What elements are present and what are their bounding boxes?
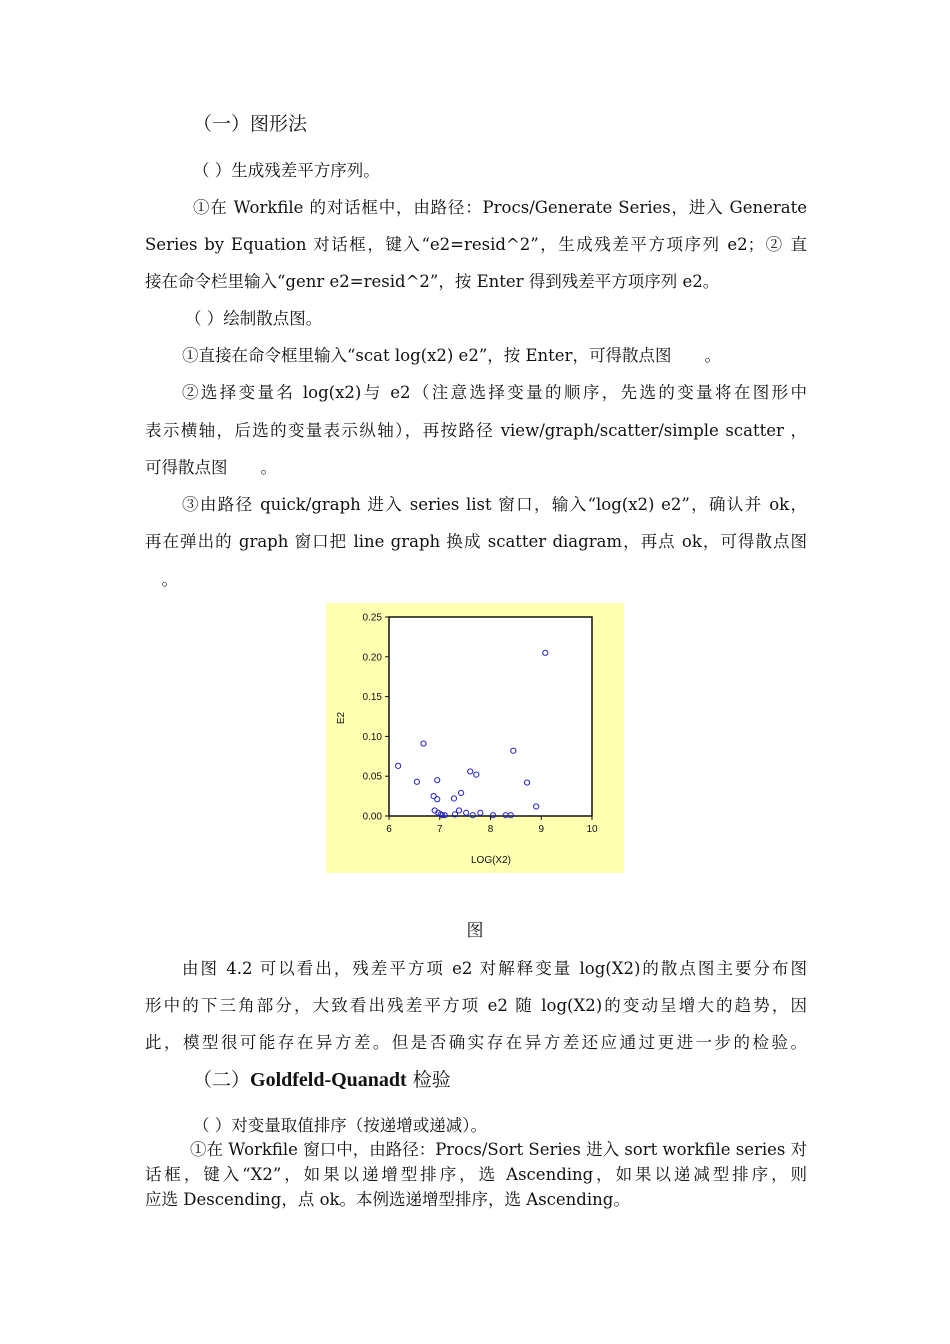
scatter-chart-svg xyxy=(326,603,624,873)
x-axis-title: LOG(X2) xyxy=(470,855,512,866)
section2-heading-suffix: 检验 xyxy=(406,1069,451,1091)
y-axis-title: E2 xyxy=(336,711,347,725)
section2-heading xyxy=(193,1062,593,1099)
item2-line-1: ②选择变量名 log(x2)与 e2（注意选择变量的顺序，先选的变量将在图形中 xyxy=(182,383,807,402)
y-tick-label: 0.05 xyxy=(362,771,382,783)
y-tick-label: 0.10 xyxy=(362,731,382,743)
figure-caption: 图 xyxy=(466,921,484,941)
x-tick-label: 7 xyxy=(436,824,443,835)
y-tick-label: 0.15 xyxy=(362,692,382,704)
step1-line-2: Series by Equation 对话框，键入“e2=resid^2”，生成残差平方项序列 e2；② 直 xyxy=(145,235,807,254)
step1-line-1: ①在 Workfile 的对话框中，由路径：Procs/Generate Series，进入 Generate xyxy=(193,198,807,217)
analysis-line-3: 此，模型很可能存在异方差。但是否确实存在异方差还应通过更进一步的检验。 xyxy=(145,1033,807,1052)
item1-text: ①直接在命令框里输入“scat log(x2) e2”，按 Enter，可得散点图 。 xyxy=(182,346,721,365)
y-tick-label: 0.00 xyxy=(362,811,382,823)
plot-area xyxy=(389,617,592,816)
section2-step1-title: （ ）对变量取值排序（按递增或递减）。 xyxy=(193,1116,487,1135)
scatter-chart xyxy=(326,603,624,873)
item3-line-3: 。 xyxy=(145,570,178,589)
section2-line-2: 话框，键入“X2”，如果以递增型排序，选 Ascending，如果以递减型排序，则 xyxy=(145,1165,807,1184)
y-tick-label: 0.20 xyxy=(362,652,382,664)
item2-line-2: 表示横轴，后选的变量表示纵轴），再按路径 view/graph/scatter/simple scatter ， xyxy=(145,421,807,440)
step1-line-3: 接在命令栏里输入“genr e2=resid^2”，按 Enter 得到残差平方项序列 e2。 xyxy=(145,272,720,291)
x-tick-label: 10 xyxy=(586,824,598,835)
section2-line-3: 应选 Descending，点 ok。本例选递增型排序，选 Ascending。 xyxy=(145,1190,630,1209)
item2-line-3: 可得散点图 。 xyxy=(145,458,277,477)
x-tick-label: 9 xyxy=(538,824,545,835)
section2-heading-bold: Goldfeld-Quanadt xyxy=(250,1069,407,1091)
analysis-line-2: 形中的下三角部分，大致看出残差平方项 e2 随 log(X2)的变动呈增大的趋势，因 xyxy=(145,996,807,1015)
section1-heading: （一）图形法 xyxy=(193,113,308,135)
analysis-line-1: 由图 4.2 可以看出，残差平方项 e2 对解释变量 log(X2)的散点图主要分布图 xyxy=(182,959,807,978)
step1-title: （ ）生成残差平方序列。 xyxy=(193,161,380,180)
section2-heading-prefix: （二） xyxy=(193,1069,251,1091)
step2-title: （ ）绘制散点图。 xyxy=(185,309,323,328)
item3-line-2: 再在弹出的 graph 窗口把 line graph 换成 scatter diagram，再点 ok，可得散点图 xyxy=(145,532,807,551)
y-tick-label: 0.25 xyxy=(362,612,382,624)
x-tick-label: 6 xyxy=(386,824,392,835)
item3-line-1: ③由路径 quick/graph 进入 series list 窗口，输入“log(x2) e2”，确认并 ok， xyxy=(182,495,807,514)
x-tick-label: 8 xyxy=(487,824,494,835)
section2-line-1: ①在 Workfile 窗口中，由路径：Procs/Sort Series 进入 sort workfile series 对 xyxy=(190,1140,807,1159)
